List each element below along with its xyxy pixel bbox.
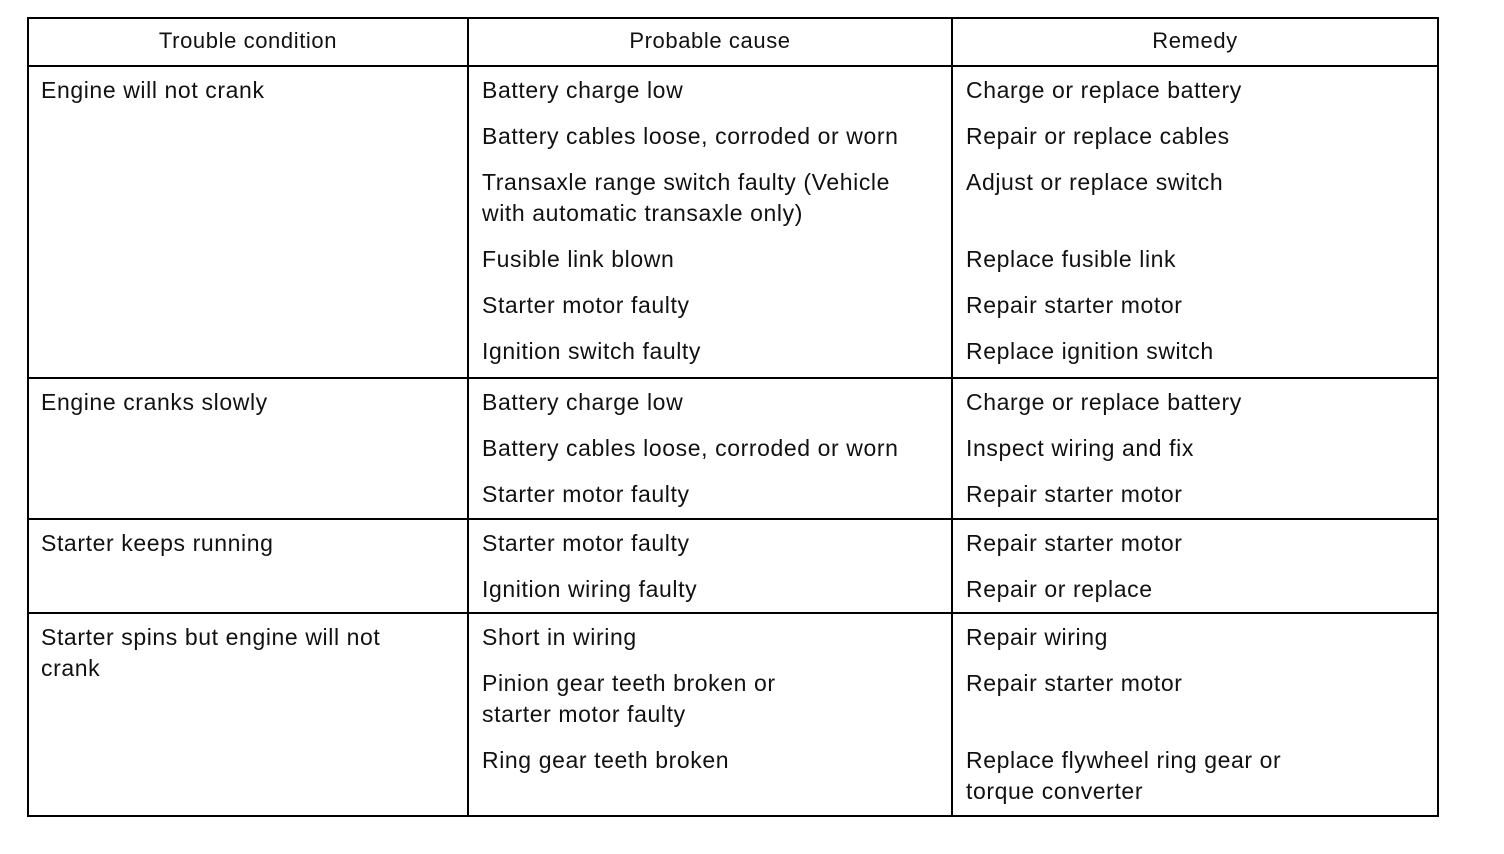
- trouble-condition-cell: Starter keeps running: [29, 520, 469, 612]
- remedy-item: Repair or replace: [966, 576, 1153, 602]
- probable-cause-cell: [469, 520, 953, 612]
- remedy-item: Repair starter motor: [966, 530, 1183, 556]
- remedy-item: Charge or replace battery: [966, 77, 1242, 103]
- remedy-cell: [953, 614, 1437, 815]
- cause-item: Battery cables loose, corroded or worn: [482, 435, 899, 461]
- probable-cause-cell: [469, 67, 953, 377]
- cause-item: Starter motor faulty: [482, 481, 690, 507]
- cause-item: Battery cables loose, corroded or worn: [482, 123, 899, 149]
- remedy-cell: [953, 379, 1437, 518]
- cause-item: Ring gear teeth broken: [482, 747, 730, 773]
- header-probable-cause: Probable cause: [469, 19, 953, 65]
- probable-cause-cell: [469, 379, 953, 518]
- remedy-item: Repair or replace cables: [966, 123, 1230, 149]
- table-header-row: [29, 19, 1437, 65]
- trouble-condition-cell: Starter spins but engine will not crank: [29, 614, 469, 815]
- table-row: [29, 518, 1437, 612]
- remedy-cell: [953, 67, 1437, 377]
- table-row: [29, 377, 1437, 518]
- remedy-item: Repair starter motor: [966, 292, 1183, 318]
- probable-cause-cell: [469, 614, 953, 815]
- remedy-item: Adjust or replace switch: [966, 169, 1224, 195]
- cause-item: Pinion gear teeth broken or starter motor faulty: [482, 670, 776, 727]
- cause-item: Battery charge low: [482, 389, 684, 415]
- remedy-item: Repair wiring: [966, 624, 1109, 650]
- remedy-item: Replace ignition switch: [966, 338, 1214, 364]
- cause-item: Battery charge low: [482, 77, 684, 103]
- remedy-item: Charge or replace battery: [966, 389, 1242, 415]
- remedy-item: Replace flywheel ring gear or torque converter: [966, 747, 1282, 804]
- header-trouble-condition: Trouble condition: [29, 19, 469, 65]
- cause-item: Starter motor faulty: [482, 530, 690, 556]
- table-row: [29, 65, 1437, 377]
- header-remedy: Remedy: [1152, 28, 1238, 53]
- table-row: [29, 612, 1437, 815]
- troubleshooting-table: [27, 17, 1439, 817]
- cause-item: Short in wiring: [482, 624, 637, 650]
- cause-item: Starter motor faulty: [482, 292, 690, 318]
- remedy-item: Replace fusible link: [966, 246, 1177, 272]
- trouble-condition-cell: Engine cranks slowly: [29, 379, 469, 518]
- remedy-item: Repair starter motor: [966, 670, 1183, 696]
- trouble-condition-cell: Engine will not crank: [29, 67, 469, 377]
- remedy-item: Repair starter motor: [966, 481, 1183, 507]
- remedy-item: Inspect wiring and fix: [966, 435, 1194, 461]
- cause-item: Fusible link blown: [482, 246, 675, 272]
- cause-item: Ignition switch faulty: [482, 338, 702, 364]
- remedy-cell: [953, 520, 1437, 612]
- cause-item: Transaxle range switch faulty (Vehicle with automatic transaxle only): [482, 169, 891, 226]
- cause-item: Ignition wiring faulty: [482, 576, 698, 602]
